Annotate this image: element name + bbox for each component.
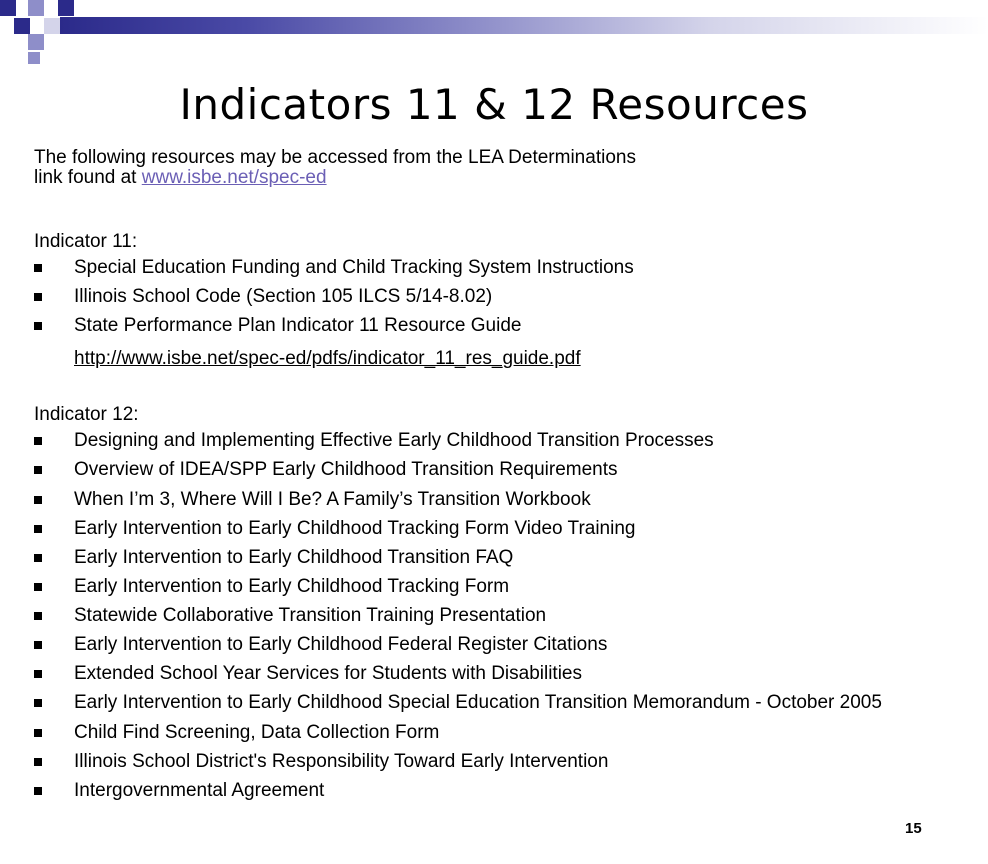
- bullet-icon: [34, 641, 42, 649]
- bullet-icon: [34, 437, 42, 445]
- decor-square-5: [44, 18, 60, 34]
- list-item: When I’m 3, Where Will I Be? A Family’s Transition Workbook: [34, 490, 964, 510]
- header-gradient-bar: [60, 17, 988, 34]
- list-item: Designing and Implementing Effective Early Childhood Transition Processes: [34, 431, 964, 451]
- bullet-icon: [34, 554, 42, 562]
- page-title: Indicators 11 & 12 Resources: [179, 80, 809, 129]
- list-item: Overview of IDEA/SPP Early Childhood Transition Requirements: [34, 460, 964, 480]
- list-item: Early Intervention to Early Childhood Tracking Form Video Training: [34, 519, 964, 539]
- page-number: 15: [905, 820, 922, 837]
- intro-line-1: The following resources may be accessed from the LEA Determinations: [34, 147, 636, 168]
- bullet-icon: [34, 729, 42, 737]
- bullet-icon: [34, 787, 42, 795]
- bullet-icon: [34, 322, 42, 330]
- decor-square-2: [28, 0, 44, 16]
- bullet-icon: [34, 670, 42, 678]
- bullet-icon: [34, 496, 42, 504]
- list-item: Intergovernmental Agreement: [34, 781, 964, 801]
- bullet-icon: [34, 583, 42, 591]
- list-item: Illinois School District's Responsibility Toward Early Intervention: [34, 752, 964, 772]
- list-item: Early Intervention to Early Childhood Federal Register Citations: [34, 635, 964, 655]
- bullet-icon: [34, 293, 42, 301]
- decor-square-6: [28, 34, 44, 50]
- decor-square-7: [28, 52, 40, 64]
- decor-square-1: [0, 0, 16, 16]
- intro-text: [34, 148, 964, 188]
- list-item: Child Find Screening, Data Collection Form: [34, 723, 964, 743]
- list-item: Early Intervention to Early Childhood Transition FAQ: [34, 548, 964, 568]
- bullet-icon: [34, 758, 42, 766]
- indicator-11-heading: Indicator 11:: [34, 231, 138, 252]
- list-item: Early Intervention to Early Childhood Tracking Form: [34, 577, 964, 597]
- list-item: State Performance Plan Indicator 11 Resource Guide: [34, 316, 964, 336]
- intro-line-2: link found at: [34, 167, 142, 188]
- bullet-icon: [34, 525, 42, 533]
- list-item: Statewide Collaborative Transition Training Presentation: [34, 606, 964, 626]
- list-item: Early Intervention to Early Childhood Special Education Transition Memorandum - October 2005: [34, 693, 964, 713]
- list-item: Extended School Year Services for Students with Disabilities: [34, 664, 964, 684]
- indicator-12-list: [34, 431, 964, 801]
- indicator-11-list: [34, 258, 964, 336]
- resource-guide-link[interactable]: http://www.isbe.net/spec-ed/pdfs/indicator_11_res_guide.pdf: [74, 348, 581, 369]
- decor-square-4: [14, 18, 30, 34]
- list-item: Illinois School Code (Section 105 ILCS 5/14-8.02): [34, 287, 964, 307]
- indicator-12-heading: Indicator 12:: [34, 404, 139, 425]
- spec-ed-link[interactable]: www.isbe.net/spec-ed: [141, 167, 327, 188]
- list-item: Special Education Funding and Child Tracking System Instructions: [34, 258, 964, 278]
- bullet-icon: [34, 612, 42, 620]
- bullet-icon: [34, 699, 42, 707]
- bullet-icon: [34, 264, 42, 272]
- decor-square-3: [58, 0, 74, 16]
- bullet-icon: [34, 466, 42, 474]
